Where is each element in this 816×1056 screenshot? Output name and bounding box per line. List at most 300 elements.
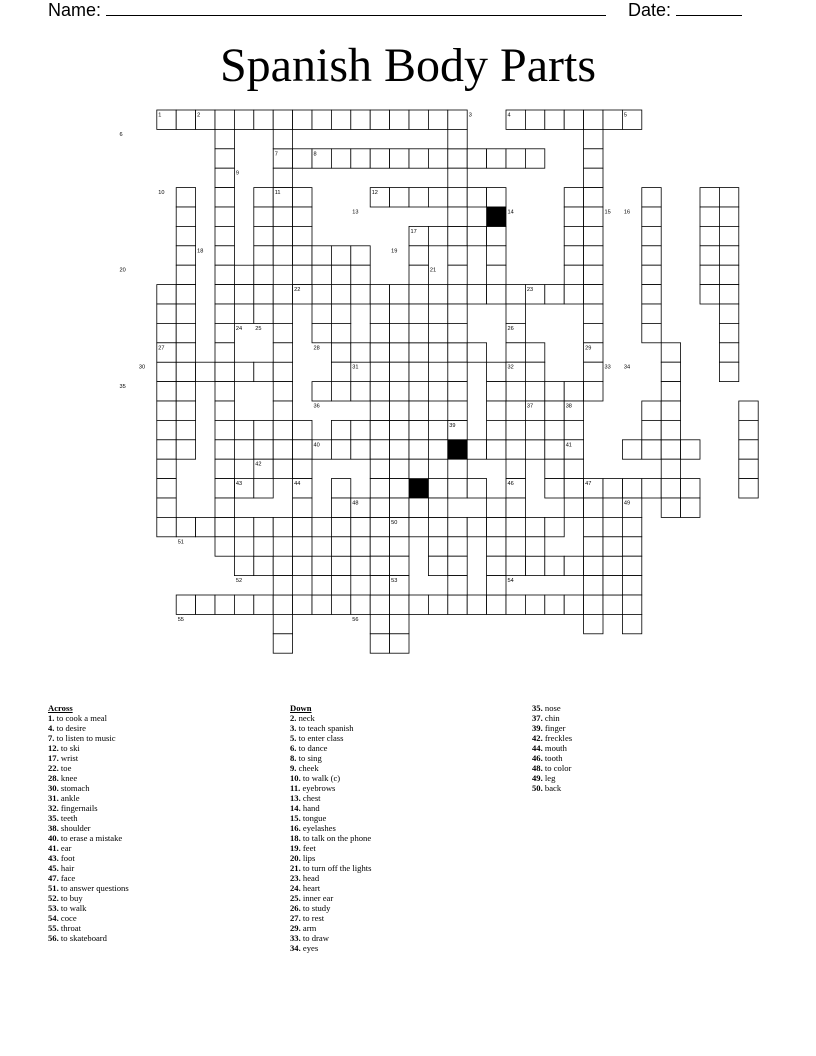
- grid-cell[interactable]: [273, 129, 292, 148]
- grid-cell[interactable]: [157, 304, 176, 323]
- grid-cell[interactable]: [234, 420, 253, 439]
- grid-cell[interactable]: [293, 149, 312, 168]
- grid-cell[interactable]: [293, 226, 312, 245]
- grid-cell[interactable]: [196, 362, 215, 381]
- grid-cell[interactable]: [370, 362, 389, 381]
- grid-cell[interactable]: [506, 517, 525, 536]
- grid-cell[interactable]: [700, 188, 719, 207]
- grid-cell[interactable]: [584, 246, 603, 265]
- grid-cell[interactable]: [176, 110, 195, 129]
- grid-cell[interactable]: [487, 226, 506, 245]
- grid-cell[interactable]: [719, 246, 738, 265]
- grid-cell[interactable]: [351, 149, 370, 168]
- grid-cell[interactable]: [254, 362, 273, 381]
- grid-cell[interactable]: [176, 382, 195, 401]
- grid-cell[interactable]: [428, 595, 447, 614]
- grid-cell[interactable]: [390, 149, 409, 168]
- grid-cell[interactable]: [273, 459, 292, 478]
- grid-cell[interactable]: [661, 420, 680, 439]
- grid-cell[interactable]: [584, 517, 603, 536]
- grid-cell[interactable]: [234, 556, 253, 575]
- grid-cell[interactable]: [370, 634, 389, 653]
- grid-cell[interactable]: [545, 110, 564, 129]
- grid-cell[interactable]: [273, 323, 292, 342]
- grid-cell[interactable]: [273, 304, 292, 323]
- grid-cell[interactable]: [351, 517, 370, 536]
- grid-cell[interactable]: [370, 110, 389, 129]
- grid-cell[interactable]: [642, 401, 661, 420]
- grid-cell[interactable]: [215, 188, 234, 207]
- grid-cell[interactable]: [351, 595, 370, 614]
- grid-cell[interactable]: [661, 401, 680, 420]
- grid-cell[interactable]: [467, 188, 486, 207]
- grid-cell[interactable]: [428, 188, 447, 207]
- grid-cell[interactable]: [254, 304, 273, 323]
- grid-cell[interactable]: [234, 517, 253, 536]
- grid-cell[interactable]: [661, 498, 680, 517]
- grid-cell[interactable]: [273, 595, 292, 614]
- grid-cell[interactable]: [312, 382, 331, 401]
- grid-cell[interactable]: [661, 343, 680, 362]
- grid-cell[interactable]: [390, 362, 409, 381]
- grid-cell[interactable]: [370, 401, 389, 420]
- grid-cell[interactable]: [487, 556, 506, 575]
- grid-cell[interactable]: [661, 440, 680, 459]
- grid-cell[interactable]: [448, 149, 467, 168]
- grid-cell[interactable]: [564, 479, 583, 498]
- grid-cell[interactable]: [739, 401, 758, 420]
- grid-cell[interactable]: [390, 595, 409, 614]
- grid-cell[interactable]: [370, 479, 389, 498]
- grid-cell[interactable]: [642, 479, 661, 498]
- grid-cell[interactable]: [312, 556, 331, 575]
- grid-cell[interactable]: [681, 498, 700, 517]
- grid-cell[interactable]: [448, 556, 467, 575]
- grid-cell[interactable]: [176, 207, 195, 226]
- grid-cell[interactable]: [176, 343, 195, 362]
- grid-cell[interactable]: [700, 226, 719, 245]
- grid-cell[interactable]: [331, 420, 350, 439]
- grid-cell[interactable]: [273, 440, 292, 459]
- grid-cell[interactable]: [487, 265, 506, 284]
- grid-cell[interactable]: [390, 556, 409, 575]
- grid-cell[interactable]: [622, 614, 641, 633]
- grid-cell[interactable]: [642, 440, 661, 459]
- grid-cell[interactable]: [642, 207, 661, 226]
- grid-cell[interactable]: [545, 420, 564, 439]
- grid-cell[interactable]: [564, 382, 583, 401]
- grid-cell[interactable]: [448, 517, 467, 536]
- grid-cell[interactable]: [157, 420, 176, 439]
- grid-cell[interactable]: [603, 595, 622, 614]
- grid-cell[interactable]: [273, 362, 292, 381]
- grid-cell[interactable]: [487, 246, 506, 265]
- grid-cell[interactable]: [293, 110, 312, 129]
- grid-cell[interactable]: [409, 440, 428, 459]
- grid-cell[interactable]: [176, 323, 195, 342]
- grid-cell[interactable]: [661, 479, 680, 498]
- grid-cell[interactable]: [564, 188, 583, 207]
- grid-cell[interactable]: [409, 110, 428, 129]
- grid-cell[interactable]: [448, 226, 467, 245]
- grid-cell[interactable]: [331, 517, 350, 536]
- grid-cell[interactable]: [215, 440, 234, 459]
- grid-cell[interactable]: [506, 459, 525, 478]
- grid-cell[interactable]: [487, 401, 506, 420]
- grid-cell[interactable]: [719, 285, 738, 304]
- grid-cell[interactable]: [428, 304, 447, 323]
- grid-cell[interactable]: [176, 420, 195, 439]
- grid-cell[interactable]: [642, 226, 661, 245]
- grid-cell[interactable]: [428, 498, 447, 517]
- grid-cell[interactable]: [370, 537, 389, 556]
- grid-cell[interactable]: [428, 285, 447, 304]
- grid-cell[interactable]: [584, 129, 603, 148]
- grid-cell[interactable]: [448, 459, 467, 478]
- grid-cell[interactable]: [273, 343, 292, 362]
- grid-cell[interactable]: [273, 634, 292, 653]
- grid-cell[interactable]: [467, 479, 486, 498]
- grid-cell[interactable]: [215, 517, 234, 536]
- grid-cell[interactable]: [409, 246, 428, 265]
- grid-cell[interactable]: [293, 595, 312, 614]
- grid-cell[interactable]: [719, 343, 738, 362]
- grid-cell[interactable]: [525, 440, 544, 459]
- grid-cell[interactable]: [351, 285, 370, 304]
- grid-cell[interactable]: [370, 459, 389, 478]
- grid-cell[interactable]: [157, 285, 176, 304]
- grid-cell[interactable]: [506, 537, 525, 556]
- grid-cell[interactable]: [487, 595, 506, 614]
- grid-cell[interactable]: [506, 304, 525, 323]
- grid-cell[interactable]: [545, 382, 564, 401]
- grid-cell[interactable]: [370, 343, 389, 362]
- grid-cell[interactable]: [622, 537, 641, 556]
- grid-cell[interactable]: [390, 401, 409, 420]
- grid-cell[interactable]: [215, 382, 234, 401]
- grid-cell[interactable]: [331, 323, 350, 342]
- grid-cell[interactable]: [312, 110, 331, 129]
- grid-cell[interactable]: [642, 323, 661, 342]
- grid-cell[interactable]: [719, 304, 738, 323]
- grid-cell[interactable]: [390, 304, 409, 323]
- grid-cell[interactable]: [448, 265, 467, 284]
- grid-cell[interactable]: [370, 556, 389, 575]
- grid-cell[interactable]: [331, 595, 350, 614]
- grid-cell[interactable]: [254, 479, 273, 498]
- grid-cell[interactable]: [234, 595, 253, 614]
- grid-cell[interactable]: [525, 537, 544, 556]
- grid-cell[interactable]: [176, 304, 195, 323]
- grid-cell[interactable]: [215, 265, 234, 284]
- grid-cell[interactable]: [370, 576, 389, 595]
- grid-cell[interactable]: [293, 440, 312, 459]
- grid-cell[interactable]: [564, 285, 583, 304]
- grid-cell[interactable]: [157, 382, 176, 401]
- grid-cell[interactable]: [196, 517, 215, 536]
- grid-cell[interactable]: [506, 440, 525, 459]
- grid-cell[interactable]: [331, 285, 350, 304]
- grid-cell[interactable]: [506, 343, 525, 362]
- grid-cell[interactable]: [176, 226, 195, 245]
- grid-cell[interactable]: [370, 304, 389, 323]
- grid-cell[interactable]: [428, 420, 447, 439]
- grid-cell[interactable]: [157, 498, 176, 517]
- grid-cell[interactable]: [584, 576, 603, 595]
- grid-cell[interactable]: [467, 343, 486, 362]
- grid-cell[interactable]: [390, 343, 409, 362]
- grid-cell[interactable]: [525, 420, 544, 439]
- grid-cell[interactable]: [428, 149, 447, 168]
- grid-cell[interactable]: [273, 401, 292, 420]
- grid-cell[interactable]: [370, 382, 389, 401]
- grid-cell[interactable]: [215, 168, 234, 187]
- grid-cell[interactable]: [196, 595, 215, 614]
- grid-cell[interactable]: [525, 595, 544, 614]
- grid-cell[interactable]: [370, 614, 389, 633]
- grid-cell[interactable]: [273, 556, 292, 575]
- grid-cell[interactable]: [234, 440, 253, 459]
- grid-cell[interactable]: [176, 440, 195, 459]
- grid-cell[interactable]: [545, 595, 564, 614]
- grid-cell[interactable]: [622, 517, 641, 536]
- grid-cell[interactable]: [506, 382, 525, 401]
- grid-cell[interactable]: [564, 498, 583, 517]
- grid-cell[interactable]: [467, 595, 486, 614]
- grid-cell[interactable]: [409, 343, 428, 362]
- grid-cell[interactable]: [351, 556, 370, 575]
- grid-cell[interactable]: [370, 323, 389, 342]
- grid-cell[interactable]: [448, 401, 467, 420]
- grid-cell[interactable]: [370, 595, 389, 614]
- grid-cell[interactable]: [487, 149, 506, 168]
- grid-cell[interactable]: [351, 110, 370, 129]
- grid-cell[interactable]: [331, 382, 350, 401]
- grid-cell[interactable]: [448, 323, 467, 342]
- grid-cell[interactable]: [215, 285, 234, 304]
- grid-cell[interactable]: [312, 323, 331, 342]
- grid-cell[interactable]: [370, 149, 389, 168]
- grid-cell[interactable]: [700, 207, 719, 226]
- grid-cell[interactable]: [157, 362, 176, 381]
- grid-cell[interactable]: [428, 323, 447, 342]
- grid-cell[interactable]: [331, 343, 350, 362]
- grid-cell[interactable]: [525, 343, 544, 362]
- grid-cell[interactable]: [273, 207, 292, 226]
- grid-cell[interactable]: [487, 420, 506, 439]
- grid-cell[interactable]: [428, 479, 447, 498]
- grid-cell[interactable]: [448, 129, 467, 148]
- grid-cell[interactable]: [390, 440, 409, 459]
- grid-cell[interactable]: [215, 401, 234, 420]
- grid-cell[interactable]: [467, 226, 486, 245]
- grid-cell[interactable]: [293, 498, 312, 517]
- grid-cell[interactable]: [719, 226, 738, 245]
- grid-cell[interactable]: [467, 285, 486, 304]
- grid-cell[interactable]: [234, 265, 253, 284]
- grid-cell[interactable]: [545, 401, 564, 420]
- grid-cell[interactable]: [525, 556, 544, 575]
- grid-cell[interactable]: [293, 246, 312, 265]
- grid-cell[interactable]: [331, 246, 350, 265]
- grid-cell[interactable]: [215, 420, 234, 439]
- grid-cell[interactable]: [409, 149, 428, 168]
- grid-cell[interactable]: [584, 226, 603, 245]
- grid-cell[interactable]: [467, 149, 486, 168]
- grid-cell[interactable]: [351, 537, 370, 556]
- grid-cell[interactable]: [603, 537, 622, 556]
- grid-cell[interactable]: [390, 110, 409, 129]
- grid-cell[interactable]: [390, 479, 409, 498]
- grid-cell[interactable]: [370, 420, 389, 439]
- grid-cell[interactable]: [448, 207, 467, 226]
- grid-cell[interactable]: [467, 440, 486, 459]
- grid-cell[interactable]: [603, 576, 622, 595]
- grid-cell[interactable]: [215, 595, 234, 614]
- grid-cell[interactable]: [506, 420, 525, 439]
- grid-cell[interactable]: [409, 517, 428, 536]
- grid-cell[interactable]: [234, 110, 253, 129]
- grid-cell[interactable]: [254, 188, 273, 207]
- grid-cell[interactable]: [254, 440, 273, 459]
- grid-cell[interactable]: [312, 265, 331, 284]
- grid-cell[interactable]: [390, 614, 409, 633]
- grid-cell[interactable]: [293, 517, 312, 536]
- grid-cell[interactable]: [487, 188, 506, 207]
- grid-cell[interactable]: [370, 498, 389, 517]
- grid-cell[interactable]: [719, 323, 738, 342]
- grid-cell[interactable]: [622, 595, 641, 614]
- grid-cell[interactable]: [719, 265, 738, 284]
- grid-cell[interactable]: [390, 498, 409, 517]
- grid-cell[interactable]: [234, 362, 253, 381]
- grid-cell[interactable]: [293, 459, 312, 478]
- grid-cell[interactable]: [409, 323, 428, 342]
- grid-cell[interactable]: [428, 226, 447, 245]
- grid-cell[interactable]: [176, 362, 195, 381]
- grid-cell[interactable]: [525, 382, 544, 401]
- grid-cell[interactable]: [564, 207, 583, 226]
- grid-cell[interactable]: [409, 285, 428, 304]
- grid-cell[interactable]: [390, 459, 409, 478]
- grid-cell[interactable]: [719, 188, 738, 207]
- grid-cell[interactable]: [176, 188, 195, 207]
- grid-cell[interactable]: [661, 459, 680, 478]
- grid-cell[interactable]: [390, 382, 409, 401]
- grid-cell[interactable]: [564, 459, 583, 478]
- grid-cell[interactable]: [584, 168, 603, 187]
- grid-cell[interactable]: [254, 420, 273, 439]
- grid-cell[interactable]: [584, 614, 603, 633]
- grid-cell[interactable]: [642, 285, 661, 304]
- grid-cell[interactable]: [351, 246, 370, 265]
- grid-cell[interactable]: [409, 459, 428, 478]
- grid-cell[interactable]: [215, 110, 234, 129]
- grid-cell[interactable]: [739, 440, 758, 459]
- grid-cell[interactable]: [564, 246, 583, 265]
- grid-cell[interactable]: [487, 382, 506, 401]
- grid-cell[interactable]: [487, 362, 506, 381]
- grid-cell[interactable]: [176, 285, 195, 304]
- grid-cell[interactable]: [390, 420, 409, 439]
- grid-cell[interactable]: [215, 304, 234, 323]
- grid-cell[interactable]: [331, 576, 350, 595]
- grid-cell[interactable]: [409, 382, 428, 401]
- grid-cell[interactable]: [428, 556, 447, 575]
- grid-cell[interactable]: [622, 576, 641, 595]
- grid-cell[interactable]: [467, 517, 486, 536]
- grid-cell[interactable]: [273, 517, 292, 536]
- grid-cell[interactable]: [584, 382, 603, 401]
- grid-cell[interactable]: [409, 401, 428, 420]
- grid-cell[interactable]: [584, 362, 603, 381]
- grid-cell[interactable]: [157, 401, 176, 420]
- grid-cell[interactable]: [312, 304, 331, 323]
- grid-cell[interactable]: [584, 265, 603, 284]
- grid-cell[interactable]: [603, 110, 622, 129]
- grid-cell[interactable]: [331, 537, 350, 556]
- grid-cell[interactable]: [487, 285, 506, 304]
- grid-cell[interactable]: [487, 498, 506, 517]
- grid-cell[interactable]: [428, 343, 447, 362]
- grid-cell[interactable]: [545, 517, 564, 536]
- grid-cell[interactable]: [331, 149, 350, 168]
- grid-cell[interactable]: [409, 420, 428, 439]
- grid-cell[interactable]: [487, 537, 506, 556]
- grid-cell[interactable]: [370, 285, 389, 304]
- grid-cell[interactable]: [331, 479, 350, 498]
- grid-cell[interactable]: [157, 459, 176, 478]
- grid-cell[interactable]: [487, 517, 506, 536]
- grid-cell[interactable]: [448, 246, 467, 265]
- grid-cell[interactable]: [331, 556, 350, 575]
- grid-cell[interactable]: [254, 226, 273, 245]
- grid-cell[interactable]: [584, 207, 603, 226]
- grid-cell[interactable]: [642, 246, 661, 265]
- grid-cell[interactable]: [215, 537, 234, 556]
- grid-cell[interactable]: [448, 188, 467, 207]
- grid-cell[interactable]: [584, 595, 603, 614]
- grid-cell[interactable]: [409, 304, 428, 323]
- grid-cell[interactable]: [622, 556, 641, 575]
- grid-cell[interactable]: [215, 498, 234, 517]
- grid-cell[interactable]: [273, 168, 292, 187]
- grid-cell[interactable]: [603, 479, 622, 498]
- grid-cell[interactable]: [700, 246, 719, 265]
- grid-cell[interactable]: [525, 362, 544, 381]
- grid-cell[interactable]: [331, 110, 350, 129]
- grid-cell[interactable]: [215, 129, 234, 148]
- grid-cell[interactable]: [545, 556, 564, 575]
- grid-cell[interactable]: [603, 498, 622, 517]
- grid-cell[interactable]: [448, 537, 467, 556]
- grid-cell[interactable]: [448, 343, 467, 362]
- grid-cell[interactable]: [293, 537, 312, 556]
- grid-cell[interactable]: [603, 556, 622, 575]
- grid-cell[interactable]: [273, 285, 292, 304]
- grid-cell[interactable]: [681, 440, 700, 459]
- grid-cell[interactable]: [254, 265, 273, 284]
- grid-cell[interactable]: [428, 382, 447, 401]
- grid-cell[interactable]: [584, 188, 603, 207]
- grid-cell[interactable]: [564, 110, 583, 129]
- grid-cell[interactable]: [448, 285, 467, 304]
- grid-cell[interactable]: [293, 188, 312, 207]
- grid-cell[interactable]: [176, 517, 195, 536]
- grid-cell[interactable]: [642, 188, 661, 207]
- grid-cell[interactable]: [312, 517, 331, 536]
- grid-cell[interactable]: [254, 595, 273, 614]
